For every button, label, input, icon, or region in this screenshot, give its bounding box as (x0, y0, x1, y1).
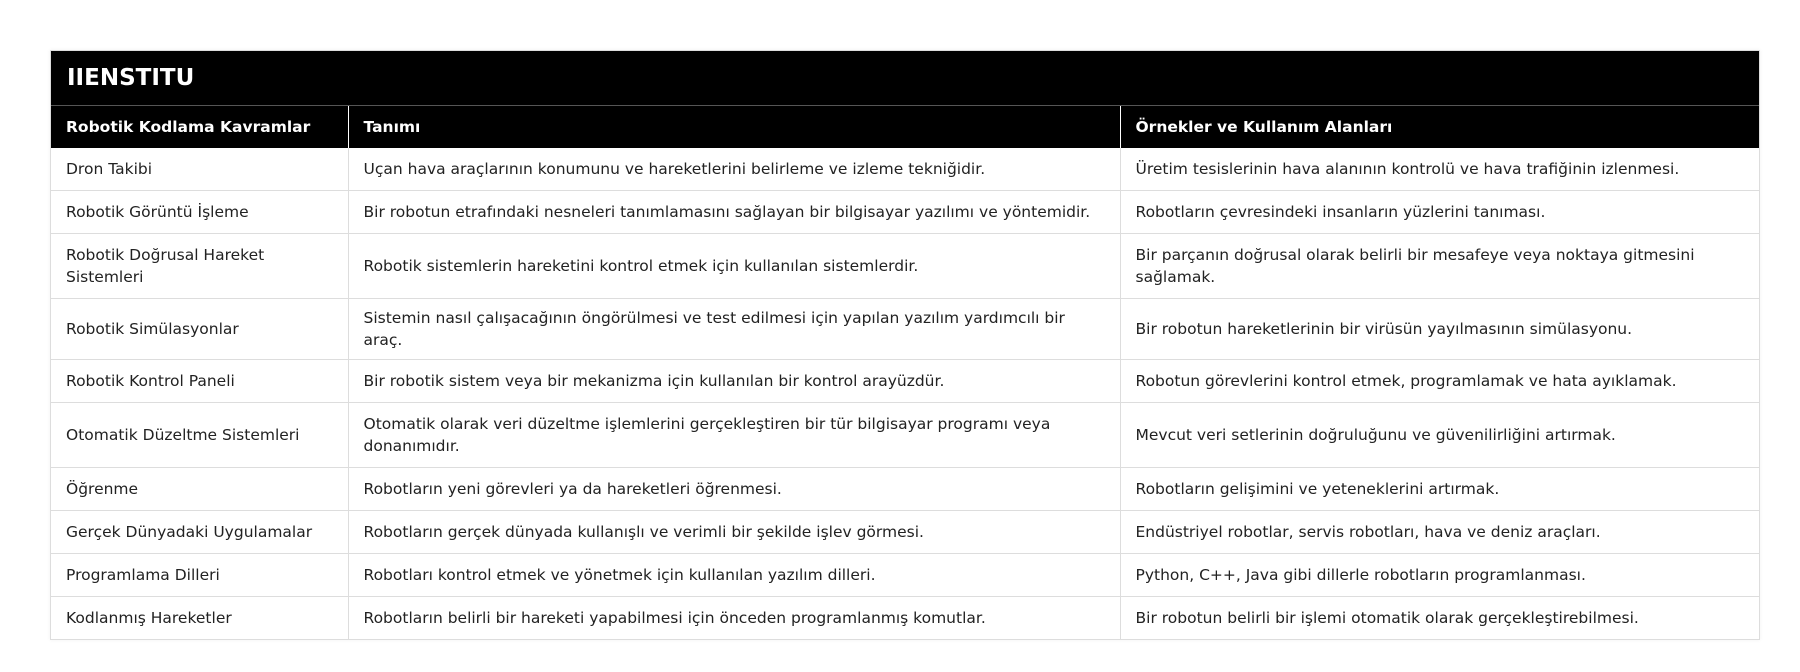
cell-concept: Robotik Kontrol Paneli (51, 360, 348, 403)
cell-examples: Robotların çevresindeki insanların yüzlerini tanıması. (1120, 191, 1759, 234)
table-row (51, 299, 1759, 360)
cell-definition: Robotları kontrol etmek ve yönetmek için kullanılan yazılım dilleri. (348, 554, 1120, 597)
cell-concept: Kodlanmış Hareketler (51, 597, 348, 640)
cell-definition: Otomatik olarak veri düzeltme işlemlerini gerçekleştiren bir tür bilgisayar programı veya donanımıdır. (348, 403, 1120, 468)
table-row (51, 360, 1759, 403)
cell-concept: Robotik Görüntü İşleme (51, 191, 348, 234)
header-definition: Tanımı (348, 106, 1120, 148)
cell-examples: Üretim tesislerinin hava alanının kontrolü ve hava trafiğinin izlenmesi. (1135, 160, 1680, 178)
cell-concept: Gerçek Dünyadaki Uygulamalar (51, 511, 348, 554)
cell-examples: Bir robotun hareketlerinin bir virüsün yayılmasının simülasyonu. (1120, 299, 1759, 360)
cell-definition: Sistemin nasıl çalışacağının öngörülmesi ve test edilmesi için yapılan yazılım yardımcılı bir araç. (348, 299, 1120, 360)
cell-examples: Bir parçanın doğrusal olarak belirli bir mesafeye veya noktaya gitmesini sağlamak. (1120, 234, 1759, 299)
cell-examples: Endüstriyel robotlar, servis robotları, hava ve deniz araçları. (1120, 511, 1759, 554)
table-row (51, 403, 1759, 468)
header-concept: Robotik Kodlama Kavramlar (51, 106, 348, 148)
cell-definition: Bir robotik sistem veya bir mekanizma için kullanılan bir kontrol arayüzdür. (348, 360, 1120, 403)
cell-examples: Robotun görevlerini kontrol etmek, programlamak ve hata ayıklamak. (1120, 360, 1759, 403)
table-row (51, 511, 1759, 554)
table-row (51, 468, 1759, 511)
cell-definition: Robotların belirli bir hareketi yapabilmesi için önceden programlanmış komutlar. (348, 597, 1120, 640)
concepts-table (51, 106, 1759, 639)
header-examples: Örnekler ve Kullanım Alanları (1120, 106, 1759, 148)
cell-concept: Dron Takibi (51, 148, 348, 191)
cell-definition: Bir robotun etrafındaki nesneleri tanımlamasını sağlayan bir bilgisayar yazılımı ve yöntemidir. (348, 191, 1120, 234)
table-title: IIENSTITU (51, 51, 1759, 106)
table-header-row (51, 106, 1759, 148)
cell-concept: Robotik Simülasyonlar (51, 299, 348, 360)
data-table-container (50, 50, 1760, 640)
cell-examples: Python, C++, Java gibi dillerle robotların programlanması. (1120, 554, 1759, 597)
table-row (51, 554, 1759, 597)
cell-definition: Robotların yeni görevleri ya da hareketleri öğrenmesi. (348, 468, 1120, 511)
cell-concept: Robotik Doğrusal Hareket Sistemleri (51, 234, 348, 299)
cell-concept: Otomatik Düzeltme Sistemleri (51, 403, 348, 468)
cell-examples: Mevcut veri setlerinin doğruluğunu ve güvenilirliğini artırmak. (1120, 403, 1759, 468)
table-row (51, 234, 1759, 299)
cell-concept: Programlama Dilleri (51, 554, 348, 597)
cell-concept: Öğrenme (51, 468, 348, 511)
table-row (51, 148, 1759, 191)
cell-definition: Robotik sistemlerin hareketini kontrol etmek için kullanılan sistemlerdir. (348, 234, 1120, 299)
cell-examples: Bir robotun belirli bir işlemi otomatik olarak gerçekleştirebilmesi. (1120, 597, 1759, 640)
cell-definition: Uçan hava araçlarının konumunu ve hareketlerini belirleme ve izleme tekniğidir. (348, 148, 1120, 191)
table-row (51, 191, 1759, 234)
cell-examples: Robotların gelişimini ve yeteneklerini artırmak. (1120, 468, 1759, 511)
table-row (51, 597, 1759, 640)
cell-definition: Robotların gerçek dünyada kullanışlı ve verimli bir şekilde işlev görmesi. (348, 511, 1120, 554)
